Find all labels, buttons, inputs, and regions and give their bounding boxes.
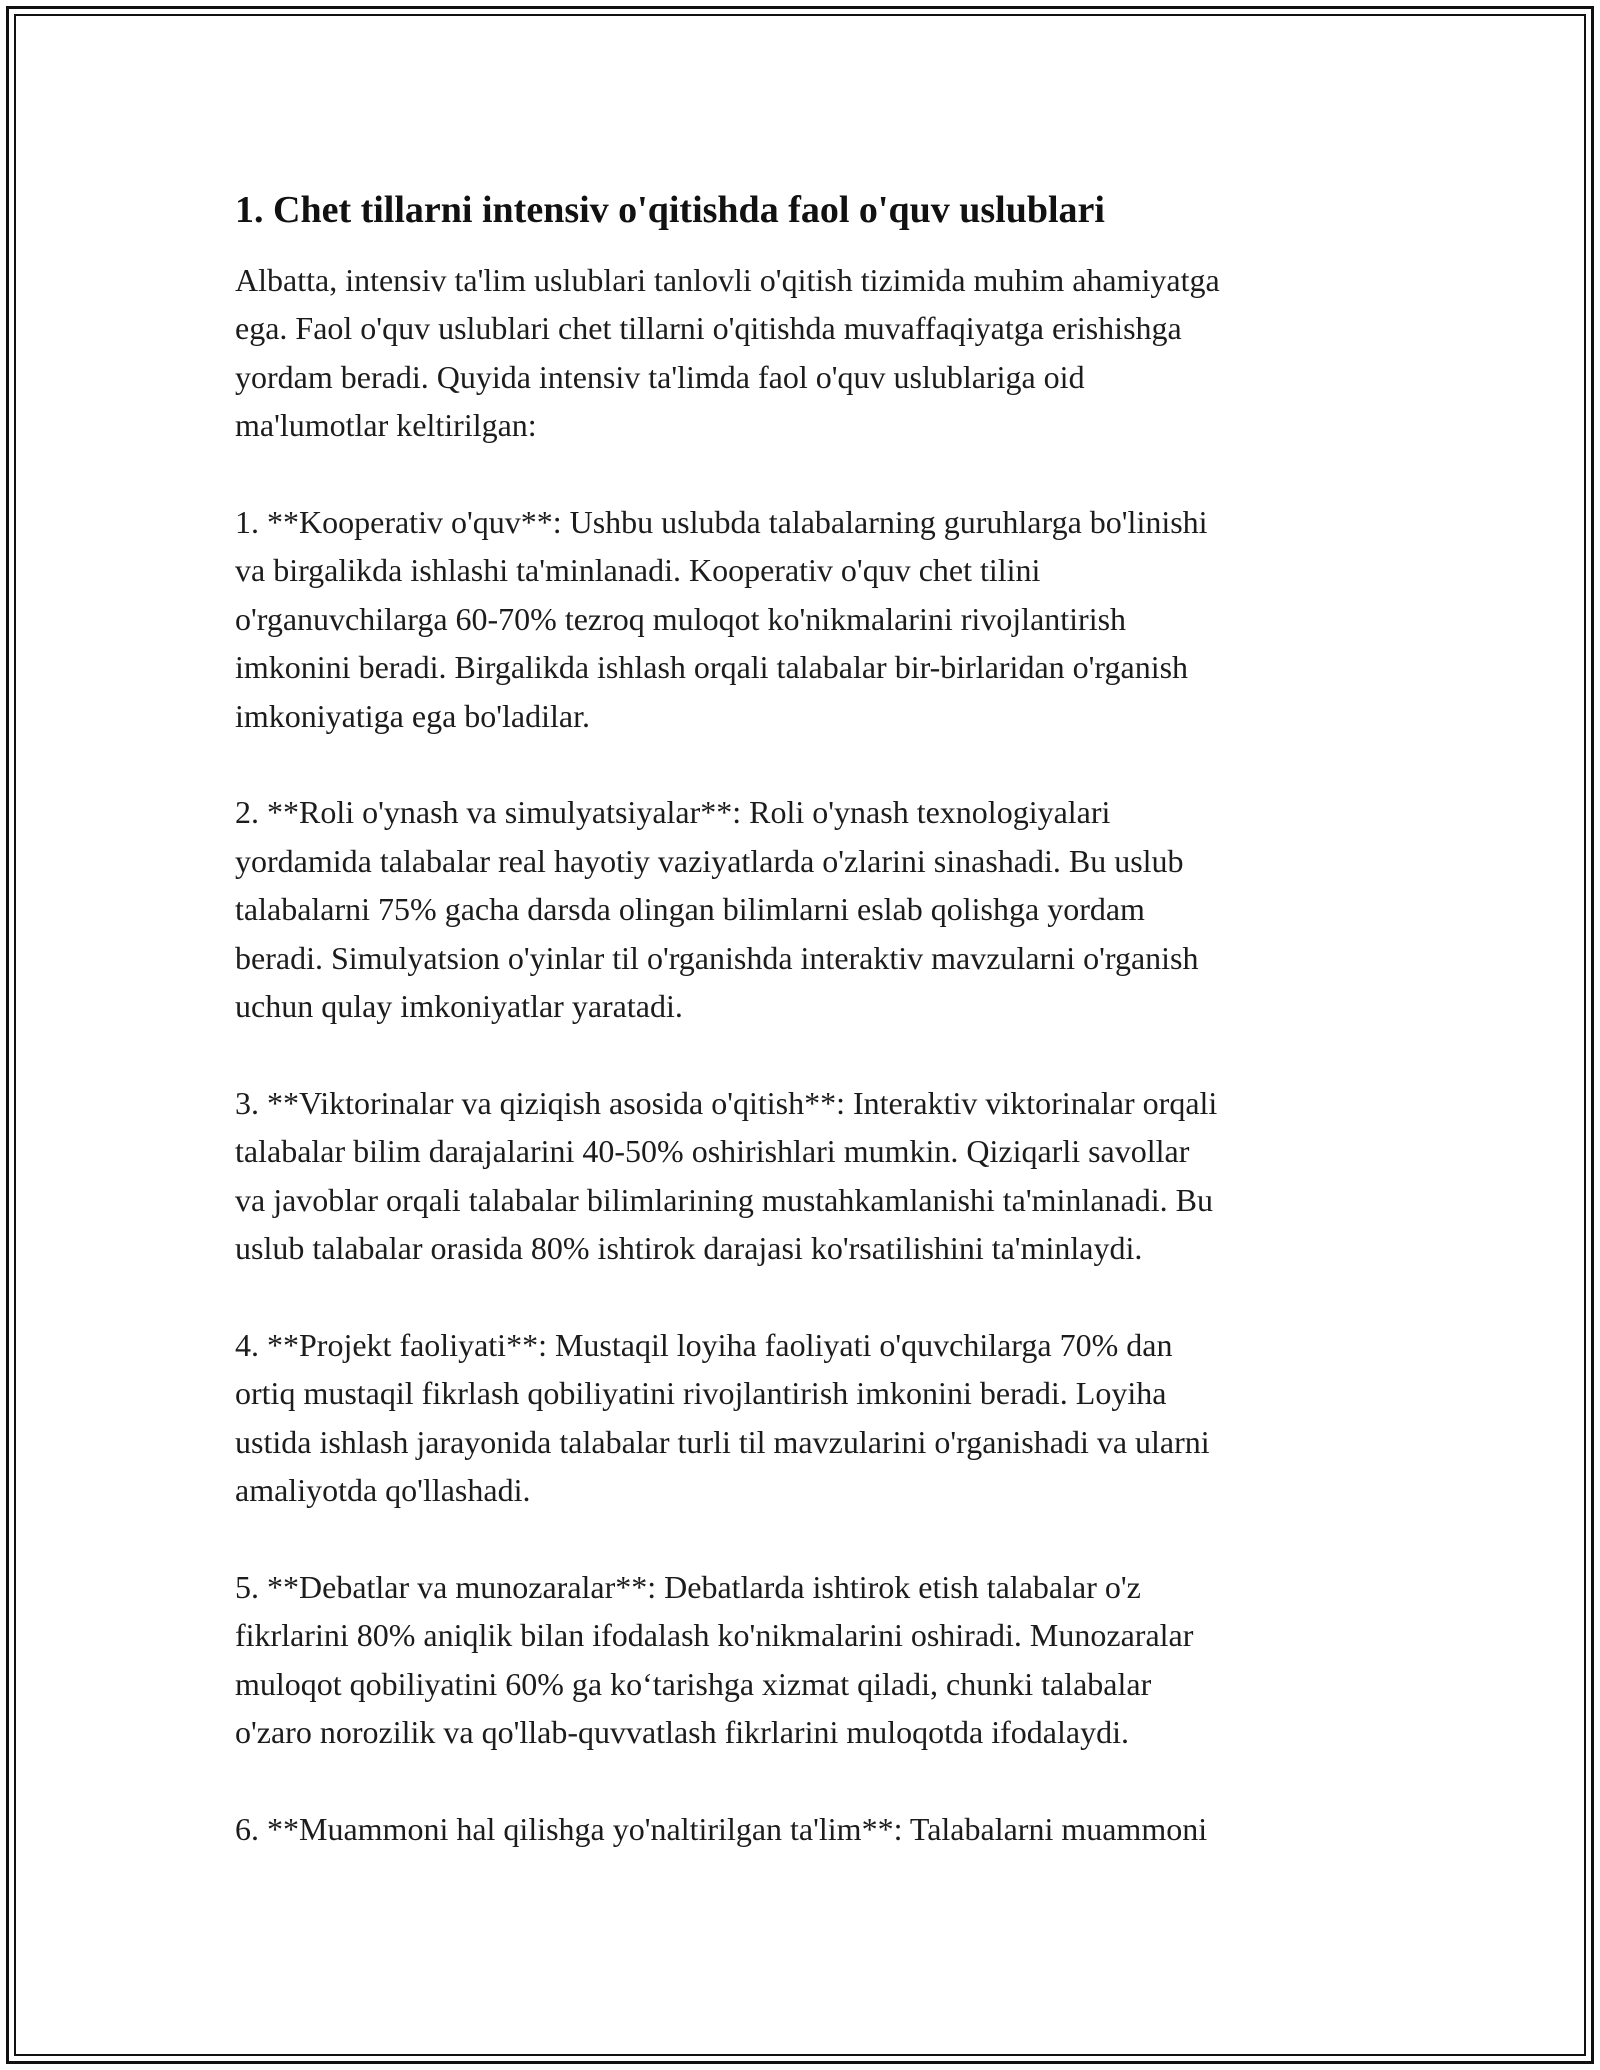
paragraph — [235, 1805, 1375, 1853]
text-line: beradi. Simulyatsion o'yinlar til o'rganishda interaktiv mavzularni o'rganish — [235, 939, 1199, 976]
text-line: va birgalikda ishlashi ta'minlanadi. Kooperativ o'quv chet tilini — [235, 552, 1041, 589]
text-line: 1. **Kooperativ o'quv**: Ushbu uslubda talabalarning guruhlarga bo'linishi — [235, 504, 1208, 541]
text-line: amaliyotda qo'llashadi. — [235, 1472, 531, 1509]
text-line: imkoniyatiga ega bo'ladilar. — [235, 697, 590, 734]
text-line: yordam beradi. Quyida intensiv ta'limda faol o'quv uslublariga oid — [235, 358, 1085, 395]
text-line: va javoblar orqali talabalar bilimlarining mustahkamlanishi ta'minlanadi. Bu — [235, 1181, 1213, 1218]
paragraph — [235, 788, 1375, 1030]
text-line: o'zaro norozilik va qo'llab-quvvatlash fikrlarini muloqotda ifodalaydi. — [235, 1714, 1129, 1751]
text-line: talabalar bilim darajalarini 40-50% oshirishlari mumkin. Qiziqarli savollar — [235, 1133, 1190, 1170]
paragraph — [235, 1563, 1375, 1757]
text-line: talabalarni 75% gacha darsda olingan bilimlarni eslab qolishga yordam — [235, 891, 1145, 928]
text-line: ustida ishlash jarayonida talabalar turli til mavzularini o'rganishadi va ularni — [235, 1423, 1210, 1460]
text-line: imkonini beradi. Birgalikda ishlash orqali talabalar bir-birlaridan o'rganish — [235, 649, 1189, 686]
text-line: 5. **Debatlar va munozaralar**: Debatlarda ishtirok etish talabalar o'z — [235, 1568, 1141, 1605]
paragraph — [235, 1321, 1375, 1515]
paragraph — [235, 498, 1375, 740]
text-line: Albatta, intensiv ta'lim uslublari tanlovli o'qitish tizimida muhim ahamiyatga — [235, 262, 1220, 298]
text-line: uchun qulay imkoniyatlar yaratadi. — [235, 988, 683, 1025]
text-line: ega. Faol o'quv uslublari chet tillarni o'qitishda muvaffaqiyatga erishishga — [235, 310, 1182, 347]
text-line: ortiq mustaqil fikrlash qobiliyatini rivojlantirish imkonini beradi. Loyiha — [235, 1375, 1167, 1412]
text-line: ma'lumotlar keltirilgan: — [235, 407, 537, 444]
text-line: 2. **Roli o'ynash va simulyatsiyalar**: Roli o'ynash texnologiyalari — [235, 794, 1111, 831]
text-line: fikrlarini 80% aniqlik bilan ifodalash ko'nikmalarini oshiradi. Munozaralar — [235, 1617, 1194, 1654]
text-line: muloqot qobiliyatini 60% ga ko‘tarishga xizmat qiladi, chunki talabalar — [235, 1665, 1152, 1702]
text-line: o'rganuvchilarga 60-70% tezroq muloqot ko'nikmalarini rivojlantirish — [235, 600, 1127, 637]
text-line: 6. **Muammoni hal qilishga yo'naltirilgan ta'lim**: Talabalarni muammoni — [235, 1810, 1208, 1847]
text-line: uslub talabalar orasida 80% ishtirok darajasi ko'rsatilishini ta'minlaydi. — [235, 1230, 1143, 1267]
text-line: 3. **Viktorinalar va qiziqish asosida o'qitish**: Interaktiv viktorinalar orqali — [235, 1084, 1218, 1121]
paragraph-list — [235, 256, 1375, 1853]
document-body — [235, 186, 1375, 1902]
text-line: yordamida talabalar real hayotiy vaziyatlarda o'zlarini sinashadi. Bu uslub — [235, 842, 1184, 879]
text-line: 4. **Projekt faoliyati**: Mustaqil loyiha faoliyati o'quvchilarga 70% dan — [235, 1326, 1173, 1363]
document-title: 1. Chet tillarni intensiv o'qitishda faol o'quv uslublari — [235, 189, 1105, 231]
paragraph — [235, 1079, 1375, 1273]
paragraph — [235, 256, 1375, 450]
